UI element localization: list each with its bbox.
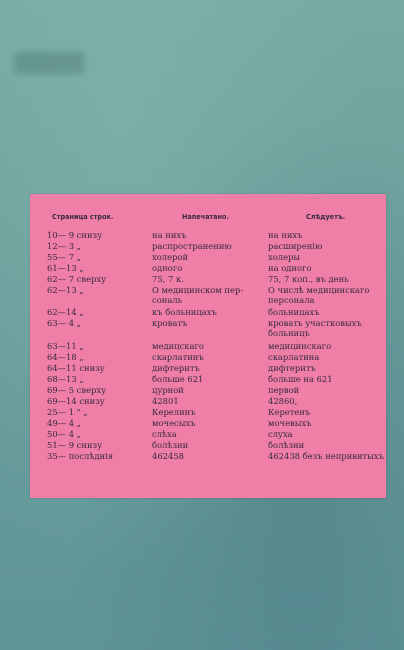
cell-printed: медицскаго <box>152 341 204 351</box>
cell-should-be: дифтеритъ <box>268 363 316 373</box>
cell-should-be: медицинскаго <box>268 341 332 351</box>
cell-should-be: на нихъ <box>268 230 303 240</box>
cell-should-be: на одного <box>268 263 312 273</box>
cell-printed: скарлатинъ <box>152 352 204 362</box>
cell-should-be: слуха <box>268 429 293 439</box>
cell-printed: дифтеритъ <box>152 363 200 373</box>
cell-should-be: кровать участковыхъ больницъ <box>268 318 362 338</box>
cell-page-line: 62— 7 сверху <box>47 274 107 284</box>
cell-page-line: 61—13 „ <box>47 263 84 273</box>
cell-page-line: 12— 3 „ <box>47 241 82 251</box>
cell-page-line: 62—13 „ <box>47 285 84 295</box>
cell-printed: холерой <box>152 252 189 262</box>
cell-page-line: 62—14 „ <box>47 307 84 317</box>
cell-page-line: 51— 9 снизу <box>47 440 103 450</box>
cell-printed: Керелинъ <box>152 407 196 417</box>
header-page-line: Страница строк. <box>52 212 114 221</box>
errata-slip <box>30 194 386 498</box>
cell-page-line: 55— 7 „ <box>47 252 82 262</box>
cell-printed: болѣзни <box>152 440 189 450</box>
cover-stain <box>14 52 84 74</box>
cell-printed: цурной <box>152 385 184 395</box>
header-printed: Напечатано. <box>182 212 229 221</box>
cell-page-line: 10— 9 снизу <box>47 230 103 240</box>
cell-printed: къ больницахъ <box>152 307 217 317</box>
cell-printed: кроватъ <box>152 318 188 328</box>
cell-should-be: расширенію <box>268 241 323 251</box>
cell-should-be: 42860, <box>268 396 298 406</box>
cell-should-be: Керетенъ <box>268 407 311 417</box>
cell-printed: О медицинском пер- сональ <box>152 285 244 305</box>
cell-printed: одного <box>152 263 183 273</box>
header-should-be: Слѣдуетъ. <box>306 212 346 221</box>
cell-should-be: больницахъ <box>268 307 320 317</box>
cell-should-be: скарлатина <box>268 352 320 362</box>
cell-page-line: 50— 4 „ <box>47 429 82 439</box>
cell-printed: 42801 <box>152 396 179 406</box>
cell-page-line: 69— 5 сверху <box>47 385 107 395</box>
cell-page-line: 35— послѣднія <box>47 451 114 461</box>
cell-should-be: холеры <box>268 252 301 262</box>
cell-page-line: 49— 4 „ <box>47 418 82 428</box>
cell-page-line: 25— 1 " „ <box>47 407 88 417</box>
cell-printed: распространению <box>152 241 232 251</box>
cell-printed: 75, 7 к. <box>152 274 184 284</box>
cell-should-be: О числѣ медицинскаго персонала <box>268 285 370 305</box>
cell-printed: больше 621 <box>152 374 204 384</box>
cell-should-be: 75, 7 коп., въ день <box>268 274 349 284</box>
cell-printed: на нихъ <box>152 230 187 240</box>
cell-should-be: мочевыхъ <box>268 418 312 428</box>
cell-should-be: больше на 621 <box>268 374 333 384</box>
cell-printed: мочесыхъ <box>152 418 196 428</box>
cell-page-line: 69—14 снизу <box>47 396 105 406</box>
cell-page-line: 64—18 „ <box>47 352 84 362</box>
cell-page-line: 64—11 снизу <box>47 363 105 373</box>
cell-printed: 462458 <box>152 451 184 461</box>
cell-page-line: 63—11 „ <box>47 341 84 351</box>
cell-printed: слѣха <box>152 429 177 439</box>
cell-should-be: болѣзни <box>268 440 305 450</box>
cell-page-line: 68—13 „ <box>47 374 84 384</box>
errata-header <box>30 212 386 224</box>
cell-should-be: первой <box>268 385 300 395</box>
cell-page-line: 63— 4 „ <box>47 318 82 328</box>
cell-should-be: 462438 безъ непривитыхъ <box>268 451 384 461</box>
